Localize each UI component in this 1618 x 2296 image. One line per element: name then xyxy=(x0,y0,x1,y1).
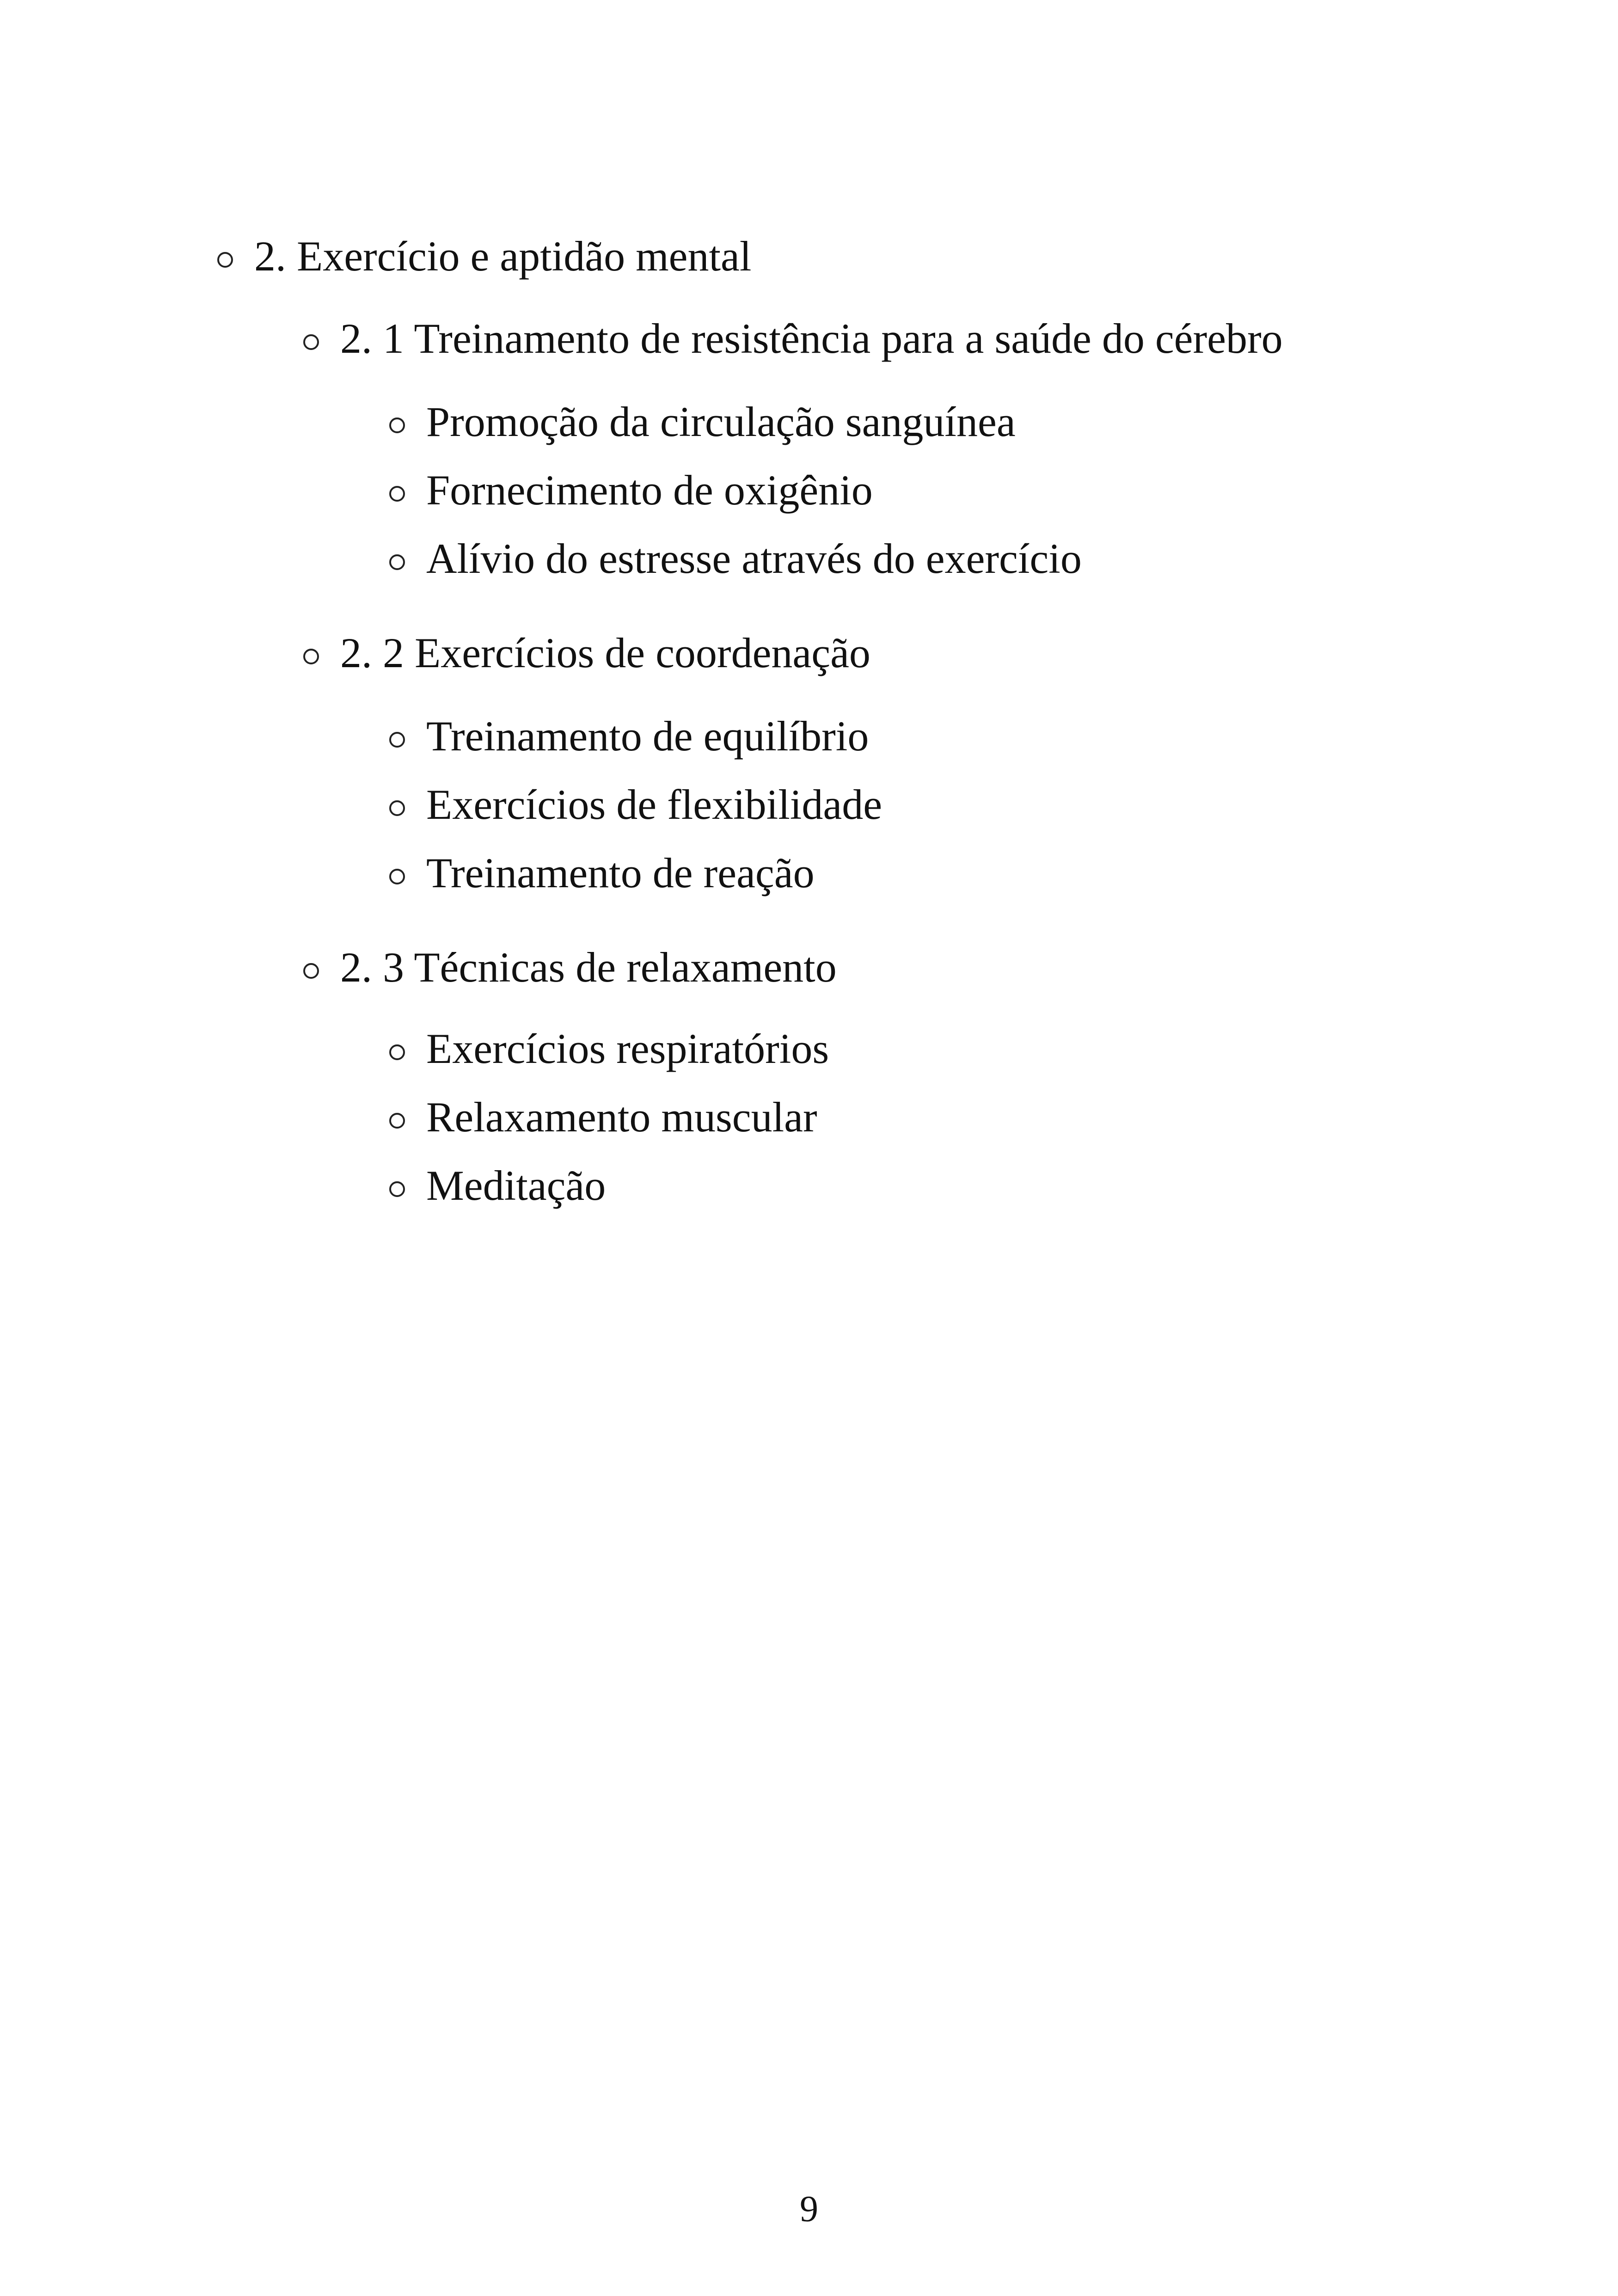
outline-item xyxy=(389,1027,829,1070)
outline-item-text: Exercícios de flexibilidade xyxy=(426,781,883,828)
circle-bullet-icon xyxy=(389,732,405,748)
outline-item-text: Treinamento de equilíbrio xyxy=(426,712,869,760)
outline-item xyxy=(389,1164,606,1207)
outline-item xyxy=(389,783,882,826)
circle-bullet-icon xyxy=(389,554,405,570)
circle-bullet-icon xyxy=(389,417,405,433)
outline-item-text: Treinamento de reação xyxy=(426,849,815,896)
circle-bullet-icon xyxy=(389,486,405,502)
circle-bullet-icon xyxy=(389,800,405,816)
circle-bullet-icon xyxy=(303,963,319,979)
circle-bullet-icon xyxy=(389,1181,405,1197)
outline-item-text: Fornecimento de oxigênio xyxy=(426,467,873,514)
outline-subsection xyxy=(303,944,837,991)
circle-bullet-icon xyxy=(389,869,405,884)
outline-item xyxy=(389,1093,817,1141)
outline-item xyxy=(389,712,869,760)
circle-bullet-icon xyxy=(303,649,319,664)
circle-bullet-icon xyxy=(389,1044,405,1060)
page-number: 9 xyxy=(800,2189,818,2229)
circle-bullet-icon xyxy=(217,252,233,268)
subsection-title: 2. 3 Técnicas de relaxamento xyxy=(340,944,837,991)
outline-item-text: Meditação xyxy=(426,1162,606,1209)
outline-item xyxy=(389,400,1016,443)
outline-item xyxy=(389,537,1082,580)
outline-section xyxy=(217,233,752,280)
subsection-title: 2. 1 Treinamento de resistência para a saúde do cérebro xyxy=(340,315,1283,362)
outline-item-text: Relaxamento muscular xyxy=(426,1093,817,1141)
outline-item-text: Alívio do estresse através do exercício xyxy=(426,535,1082,582)
subsection-title: 2. 2 Exercícios de coordenação xyxy=(340,629,870,676)
outline-item xyxy=(389,849,815,896)
outline-subsection xyxy=(303,317,1283,360)
outline-item-text: Promoção da circulação sanguínea xyxy=(426,398,1016,445)
circle-bullet-icon xyxy=(303,334,319,350)
section-title: 2. Exercício e aptidão mental xyxy=(254,233,752,280)
circle-bullet-icon xyxy=(389,1113,405,1129)
outline-item xyxy=(389,467,873,514)
outline-subsection xyxy=(303,629,870,676)
outline-item-text: Exercícios respiratórios xyxy=(426,1025,829,1072)
